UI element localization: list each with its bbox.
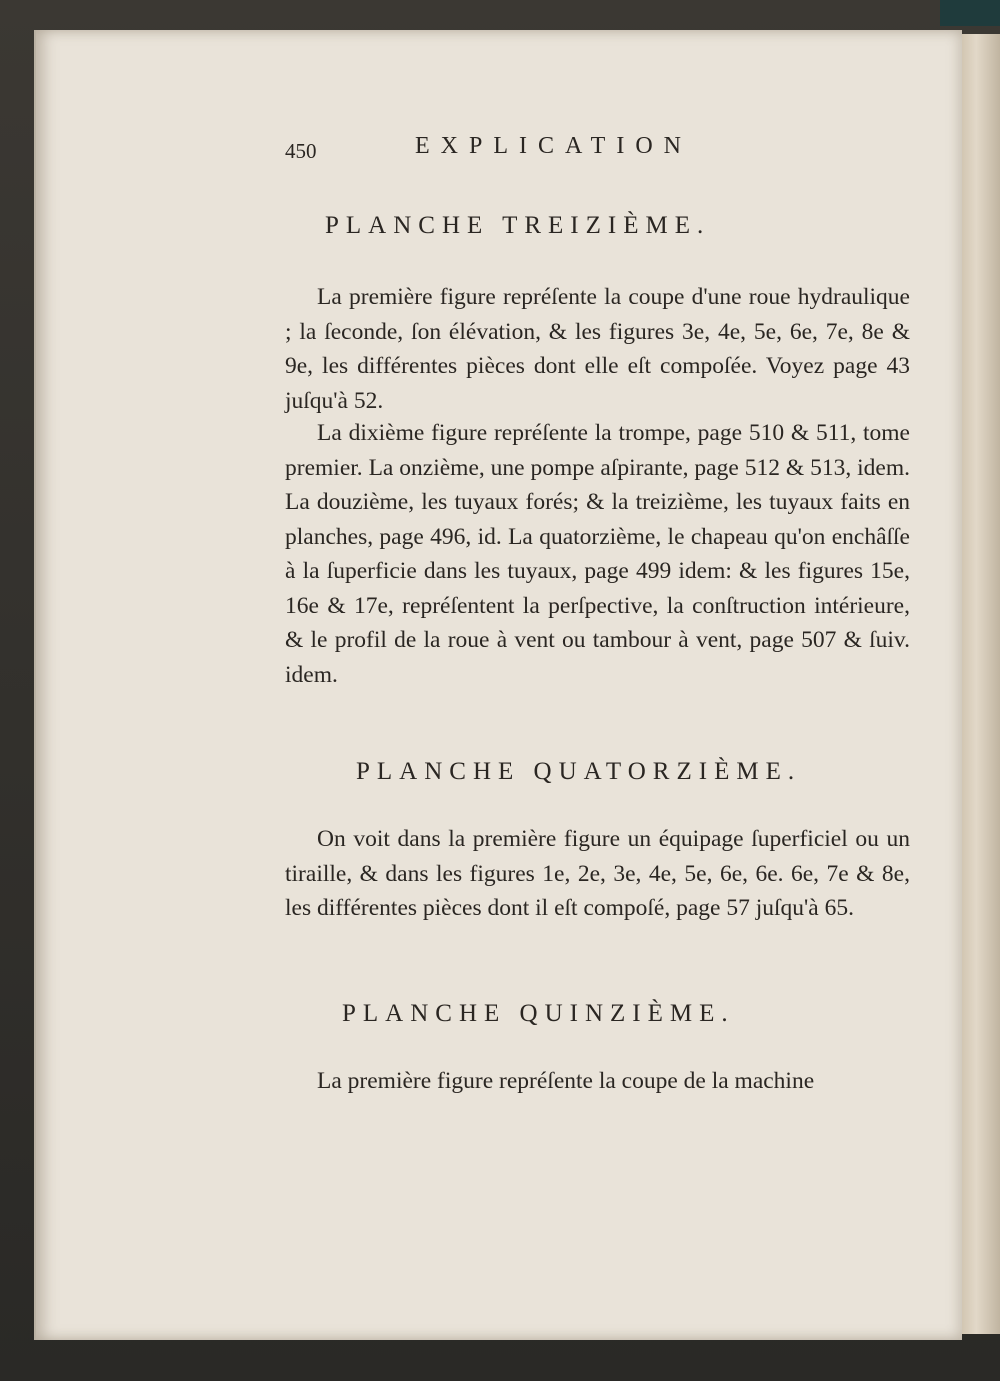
running-head bbox=[285, 133, 910, 169]
running-title: EXPLICATION bbox=[415, 133, 692, 159]
paragraph: La première figure repréſente la coupe de la machine bbox=[317, 1068, 815, 1094]
book-spine bbox=[940, 0, 1000, 26]
section-heading: PLANCHE TREIZIÈME. bbox=[325, 212, 711, 239]
paragraph: On voit dans la première figure un équipage ſuperficiel ou un tiraille, & dans les figures 1e, 2e, 3e, 4e, 5e, 6e, 6e. 6e, 7e & 8e, les différentes pièces dont il eſt compoſé, page 57 juſqu'à 65. bbox=[285, 826, 910, 921]
section-heading: PLANCHE QUATORZIÈME. bbox=[356, 758, 802, 785]
paragraph: La dixième figure repréſente la trompe, page 510 & 511, tome premier. La onzième, une pompe aſpirante, page 512 & 513, idem. La douzième, les tuyaux forés; & la treizième, les tuyaux faits en planches, page 496, id. La quatorzième, le chapeau qu'on enchâſſe à la ſuperficie dans les tuyaux, page 499 idem: & les figures 15e, 16e & 17e, repréſentent la perſpective, la conſtruction intérieure, & le profil de la roue à vent ou tambour à vent, page 507 & ſuiv. idem. bbox=[285, 420, 910, 688]
paragraph: La première figure repréſente la coupe d'une roue hydraulique ; la ſeconde, ſon élévation, & les figures 3e, 4e, 5e, 6e, 7e, 8e & 9e, les différentes pièces dont elle eſt compoſée. Voyez page 43 juſqu'à 52. bbox=[285, 284, 910, 414]
page-number: 450 bbox=[285, 139, 317, 163]
section-heading: PLANCHE QUINZIÈME. bbox=[342, 1000, 735, 1027]
